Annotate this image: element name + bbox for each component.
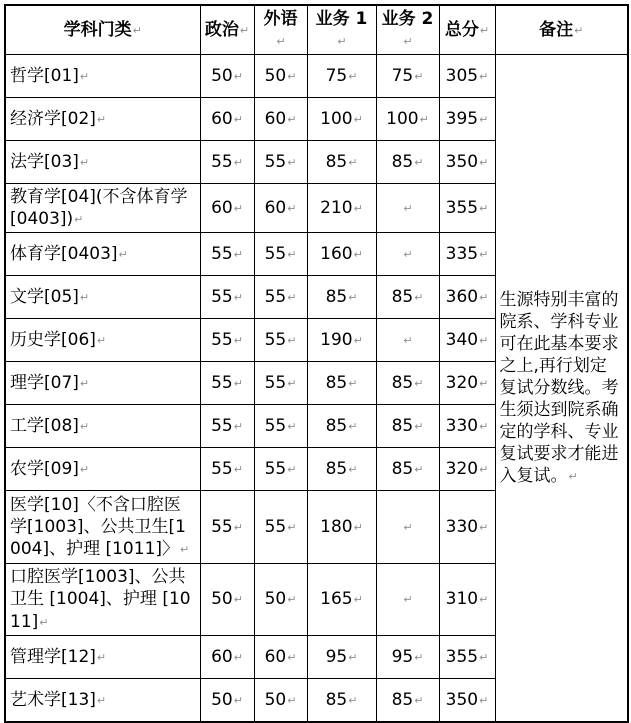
cell-value: 85	[325, 416, 348, 437]
paragraph-mark-icon: ↵	[348, 420, 358, 434]
cell-value: 330	[445, 517, 479, 538]
paragraph-mark-icon: ↵	[414, 377, 424, 391]
cell-value: 100	[320, 109, 353, 130]
paragraph-mark-icon: ↵	[414, 463, 424, 477]
col-header-business1-label: 业务 1	[315, 9, 368, 29]
paragraph-mark-icon: ↵	[348, 693, 358, 707]
foreign-cell	[254, 141, 307, 184]
cell-value: 50	[211, 689, 233, 710]
paragraph-mark-icon: ↵	[233, 693, 243, 707]
remark-cell	[495, 55, 628, 722]
cell-value: 210	[320, 198, 353, 219]
paragraph-mark-icon: ↵	[233, 377, 243, 391]
cell-value: 哲学[01]	[10, 66, 79, 87]
foreign-cell	[254, 635, 307, 678]
paragraph-mark-icon: ↵	[287, 202, 297, 216]
paragraph-mark-icon: ↵	[479, 521, 489, 535]
business1-cell	[307, 405, 376, 448]
cell-value: 355	[445, 646, 479, 667]
business1-cell	[307, 635, 376, 678]
business1-cell	[307, 98, 376, 141]
paragraph-mark-icon: ↵	[233, 650, 243, 664]
col-header-politics-label: 政治	[204, 20, 239, 41]
cell-value: 305	[445, 66, 479, 87]
paragraph-mark-icon: ↵	[233, 521, 243, 535]
cell-value: 320	[445, 373, 479, 394]
cell-value: 50	[264, 66, 287, 87]
paragraph-mark-icon: ↵	[479, 650, 489, 664]
paragraph-mark-icon: ↵	[287, 334, 297, 348]
cell-value: 355	[445, 198, 479, 219]
total-cell	[439, 141, 495, 184]
paragraph-mark-icon: ↵	[287, 156, 297, 170]
paragraph-mark-icon: ↵	[414, 650, 424, 664]
paragraph-mark-icon: ↵	[287, 70, 297, 84]
admission-score-table	[4, 4, 629, 723]
col-header-business1	[307, 5, 376, 55]
cell-value: 60	[211, 198, 233, 219]
politics-cell	[200, 276, 254, 319]
cell-value: 55	[211, 330, 233, 351]
paragraph-mark-icon: ↵	[419, 113, 429, 127]
business2-cell	[376, 678, 439, 722]
paragraph-mark-icon: ↵	[96, 693, 107, 707]
paragraph-mark-icon: ↵	[414, 420, 424, 434]
total-cell	[439, 319, 495, 362]
paragraph-mark-icon: ↵	[348, 70, 358, 84]
cell-value: 395	[445, 109, 479, 130]
paragraph-mark-icon: ↵	[353, 334, 363, 348]
paragraph-mark-icon: ↵	[118, 248, 128, 262]
politics-cell	[200, 55, 254, 98]
cell-value: 60	[211, 646, 233, 667]
foreign-cell	[254, 362, 307, 405]
total-cell	[439, 184, 495, 233]
paragraph-mark-icon: ↵	[479, 291, 489, 305]
paragraph-mark-icon: ↵	[180, 543, 190, 557]
politics-cell	[200, 491, 254, 564]
paragraph-mark-icon: ↵	[79, 156, 90, 170]
cell-value: 口腔医学[1003]、公共卫生 [1004]、护理 [1011]	[10, 567, 191, 632]
total-cell	[439, 564, 495, 635]
foreign-cell	[254, 491, 307, 564]
cell-value: 55	[264, 330, 287, 351]
cell-value: 85	[391, 459, 414, 480]
paragraph-mark-icon: ↵	[403, 248, 413, 262]
cell-value: 75	[391, 66, 414, 87]
paragraph-mark-icon: ↵	[233, 291, 243, 305]
cell-value: 55	[211, 459, 233, 480]
total-cell	[439, 362, 495, 405]
category-cell	[5, 276, 200, 319]
category-cell	[5, 362, 200, 405]
cell-value: 55	[264, 152, 287, 173]
cell-value: 75	[325, 66, 348, 87]
business2-cell	[376, 55, 439, 98]
foreign-cell	[254, 319, 307, 362]
category-cell	[5, 635, 200, 678]
category-cell	[5, 141, 200, 184]
paragraph-mark-icon: ↵	[403, 202, 413, 216]
paragraph-mark-icon: ↵	[287, 521, 297, 535]
col-header-total	[439, 5, 495, 55]
business2-cell	[376, 564, 439, 635]
category-cell	[5, 491, 200, 564]
cell-value: 理学[07]	[10, 373, 79, 394]
paragraph-mark-icon: ↵	[287, 291, 297, 305]
paragraph-mark-icon: ↵	[479, 593, 489, 607]
business1-cell	[307, 55, 376, 98]
col-header-total-label: 总分	[444, 20, 479, 41]
cell-value: 85	[391, 416, 414, 437]
cell-value: 55	[264, 517, 287, 538]
paragraph-mark-icon: ↵	[403, 334, 413, 348]
category-cell	[5, 319, 200, 362]
paragraph-mark-icon: ↵	[353, 113, 363, 127]
category-cell	[5, 233, 200, 276]
cell-value: 100	[386, 109, 419, 130]
paragraph-mark-icon: ↵	[287, 113, 297, 127]
politics-cell	[200, 141, 254, 184]
cell-value: 190	[320, 330, 353, 351]
business2-cell	[376, 319, 439, 362]
paragraph-mark-icon: ↵	[287, 377, 297, 391]
paragraph-mark-icon: ↵	[337, 35, 347, 49]
cell-value: 85	[325, 373, 348, 394]
foreign-cell	[254, 276, 307, 319]
politics-cell	[200, 184, 254, 233]
cell-value: 360	[445, 287, 479, 308]
business1-cell	[307, 491, 376, 564]
category-cell	[5, 564, 200, 635]
paragraph-mark-icon: ↵	[96, 334, 107, 348]
cell-value: 农学[09]	[10, 459, 79, 480]
total-cell	[439, 233, 495, 276]
cell-value: 165	[320, 589, 353, 610]
business1-cell	[307, 448, 376, 491]
col-header-business2-label: 业务 2	[381, 9, 434, 29]
paragraph-mark-icon: ↵	[287, 693, 297, 707]
cell-value: 85	[391, 373, 414, 394]
cell-value: 55	[264, 287, 287, 308]
col-header-foreign-language	[254, 5, 307, 55]
politics-cell	[200, 564, 254, 635]
paragraph-mark-icon: ↵	[233, 463, 243, 477]
cell-value: 85	[325, 689, 348, 710]
paragraph-mark-icon: ↵	[479, 202, 489, 216]
cell-value: 60	[264, 198, 287, 219]
paragraph-mark-icon: ↵	[239, 24, 250, 38]
business1-cell	[307, 233, 376, 276]
paragraph-mark-icon: ↵	[132, 24, 142, 38]
total-cell	[439, 98, 495, 141]
paragraph-mark-icon: ↵	[348, 156, 358, 170]
cell-value: 350	[445, 689, 479, 710]
cell-value: 85	[325, 287, 348, 308]
cell-value: 320	[445, 459, 479, 480]
cell-value: 50	[264, 689, 287, 710]
cell-value: 55	[211, 517, 233, 538]
total-cell	[439, 448, 495, 491]
paragraph-mark-icon: ↵	[479, 70, 489, 84]
paragraph-mark-icon: ↵	[479, 156, 489, 170]
cell-value: 55	[264, 373, 287, 394]
cell-value: 85	[325, 152, 348, 173]
business2-cell	[376, 233, 439, 276]
paragraph-mark-icon: ↵	[353, 593, 363, 607]
cell-value: 350	[445, 152, 479, 173]
col-header-remark-label: 备注	[539, 20, 574, 41]
paragraph-mark-icon: ↵	[96, 113, 107, 127]
paragraph-mark-icon: ↵	[479, 113, 489, 127]
cell-value: 55	[211, 152, 233, 173]
paragraph-mark-icon: ↵	[233, 202, 243, 216]
foreign-cell	[254, 405, 307, 448]
foreign-cell	[254, 564, 307, 635]
paragraph-mark-icon: ↵	[479, 334, 489, 348]
paragraph-mark-icon: ↵	[287, 593, 297, 607]
cell-value: 330	[445, 416, 479, 437]
cell-value: 50	[211, 589, 233, 610]
paragraph-mark-icon: ↵	[287, 248, 297, 262]
cell-value: 340	[445, 330, 479, 351]
cell-value: 55	[264, 416, 287, 437]
category-cell	[5, 55, 200, 98]
category-cell	[5, 678, 200, 722]
paragraph-mark-icon: ↵	[414, 291, 424, 305]
cell-value: 95	[391, 646, 414, 667]
politics-cell	[200, 448, 254, 491]
cell-value: 体育学[0403]	[10, 244, 118, 265]
col-header-politics	[200, 5, 254, 55]
business2-cell	[376, 448, 439, 491]
business2-cell	[376, 635, 439, 678]
paragraph-mark-icon: ↵	[479, 24, 490, 38]
paragraph-mark-icon: ↵	[276, 35, 286, 49]
cell-value: 55	[211, 416, 233, 437]
category-cell	[5, 448, 200, 491]
business1-cell	[307, 319, 376, 362]
paragraph-mark-icon: ↵	[414, 70, 424, 84]
cell-value: 50	[264, 589, 287, 610]
category-cell	[5, 184, 200, 233]
paragraph-mark-icon: ↵	[479, 463, 489, 477]
cell-value: 50	[211, 66, 233, 87]
paragraph-mark-icon: ↵	[403, 593, 413, 607]
paragraph-mark-icon: ↵	[287, 420, 297, 434]
business2-cell	[376, 405, 439, 448]
cell-value: 180	[320, 517, 353, 538]
cell-value: 55	[264, 459, 287, 480]
paragraph-mark-icon: ↵	[479, 693, 489, 707]
politics-cell	[200, 98, 254, 141]
col-header-category-label: 学科门类	[63, 20, 132, 41]
cell-value: 艺术学[13]	[10, 689, 96, 710]
category-cell	[5, 98, 200, 141]
cell-value: 85	[325, 459, 348, 480]
politics-cell	[200, 405, 254, 448]
paragraph-mark-icon: ↵	[414, 693, 424, 707]
business2-cell	[376, 276, 439, 319]
cell-value: 55	[211, 244, 233, 265]
business2-cell	[376, 98, 439, 141]
paragraph-mark-icon: ↵	[233, 156, 243, 170]
paragraph-mark-icon: ↵	[233, 70, 243, 84]
paragraph-mark-icon: ↵	[74, 213, 84, 227]
paragraph-mark-icon: ↵	[414, 156, 424, 170]
politics-cell	[200, 362, 254, 405]
col-header-category	[5, 5, 200, 55]
cell-value: 工学[08]	[10, 416, 79, 437]
cell-value: 文学[05]	[10, 287, 79, 308]
business2-cell	[376, 184, 439, 233]
business1-cell	[307, 184, 376, 233]
paragraph-mark-icon: ↵	[287, 463, 297, 477]
header-row	[5, 5, 628, 55]
cell-value: 教育学[04](不含体育学[0403])	[10, 187, 188, 230]
cell-value: 医学[10]〈不含口腔医学[1003]、公共卫生[1004]、护理 [1011]〉	[10, 495, 186, 560]
paragraph-mark-icon: ↵	[287, 650, 297, 664]
cell-value: 95	[325, 646, 348, 667]
paragraph-mark-icon: ↵	[479, 420, 489, 434]
total-cell	[439, 635, 495, 678]
paragraph-mark-icon: ↵	[353, 202, 363, 216]
cell-value: 55	[264, 244, 287, 265]
paragraph-mark-icon: ↵	[348, 463, 358, 477]
cell-value: 经济学[02]	[10, 109, 96, 130]
business2-cell	[376, 362, 439, 405]
foreign-cell	[254, 55, 307, 98]
cell-value: 60	[211, 109, 233, 130]
col-header-foreign-language-label: 外语	[263, 9, 298, 29]
paragraph-mark-icon: ↵	[403, 521, 413, 535]
paragraph-mark-icon: ↵	[39, 615, 49, 629]
cell-value: 历史学[06]	[10, 330, 96, 351]
paragraph-mark-icon: ↵	[79, 70, 90, 84]
foreign-cell	[254, 233, 307, 276]
politics-cell	[200, 319, 254, 362]
total-cell	[439, 276, 495, 319]
table-row	[5, 55, 628, 98]
politics-cell	[200, 233, 254, 276]
table-body	[5, 55, 628, 722]
business1-cell	[307, 141, 376, 184]
total-cell	[439, 678, 495, 722]
business1-cell	[307, 362, 376, 405]
paragraph-mark-icon: ↵	[574, 24, 584, 38]
paragraph-mark-icon: ↵	[353, 248, 363, 262]
col-header-business2	[376, 5, 439, 55]
total-cell	[439, 491, 495, 564]
paragraph-mark-icon: ↵	[233, 248, 243, 262]
cell-value: 55	[211, 373, 233, 394]
col-header-remark	[495, 5, 628, 55]
business1-cell	[307, 678, 376, 722]
paragraph-mark-icon: ↵	[233, 420, 243, 434]
paragraph-mark-icon: ↵	[79, 377, 90, 391]
politics-cell	[200, 635, 254, 678]
paragraph-mark-icon: ↵	[79, 291, 90, 305]
paragraph-mark-icon: ↵	[96, 650, 107, 664]
paragraph-mark-icon: ↵	[233, 113, 243, 127]
cell-value: 85	[391, 287, 414, 308]
business2-cell	[376, 491, 439, 564]
cell-value: 85	[391, 152, 414, 173]
cell-value: 法学[03]	[10, 152, 79, 173]
paragraph-mark-icon: ↵	[479, 377, 489, 391]
paragraph-mark-icon: ↵	[403, 35, 413, 49]
foreign-cell	[254, 448, 307, 491]
cell-value: 310	[445, 589, 479, 610]
total-cell	[439, 405, 495, 448]
business1-cell	[307, 564, 376, 635]
cell-value: 85	[391, 689, 414, 710]
category-cell	[5, 405, 200, 448]
paragraph-mark-icon: ↵	[568, 470, 578, 484]
cell-value: 生源特别丰富的院系、学科专业可在此基本要求之上,再行划定复试分数线。考生须达到院系确定的学科、专业复试要求才能进入复试。	[499, 289, 619, 487]
paragraph-mark-icon: ↵	[233, 593, 243, 607]
business2-cell	[376, 141, 439, 184]
paragraph-mark-icon: ↵	[79, 420, 90, 434]
politics-cell	[200, 678, 254, 722]
foreign-cell	[254, 98, 307, 141]
paragraph-mark-icon: ↵	[233, 334, 243, 348]
cell-value: 55	[211, 287, 233, 308]
business1-cell	[307, 276, 376, 319]
paragraph-mark-icon: ↵	[348, 291, 358, 305]
cell-value: 60	[264, 109, 287, 130]
paragraph-mark-icon: ↵	[79, 463, 90, 477]
paragraph-mark-icon: ↵	[348, 650, 358, 664]
foreign-cell	[254, 184, 307, 233]
paragraph-mark-icon: ↵	[353, 521, 363, 535]
cell-value: 160	[320, 244, 353, 265]
paragraph-mark-icon: ↵	[348, 377, 358, 391]
cell-value: 60	[264, 646, 287, 667]
cell-value: 管理学[12]	[10, 646, 96, 667]
foreign-cell	[254, 678, 307, 722]
paragraph-mark-icon: ↵	[479, 248, 489, 262]
total-cell	[439, 55, 495, 98]
cell-value: 335	[445, 244, 479, 265]
